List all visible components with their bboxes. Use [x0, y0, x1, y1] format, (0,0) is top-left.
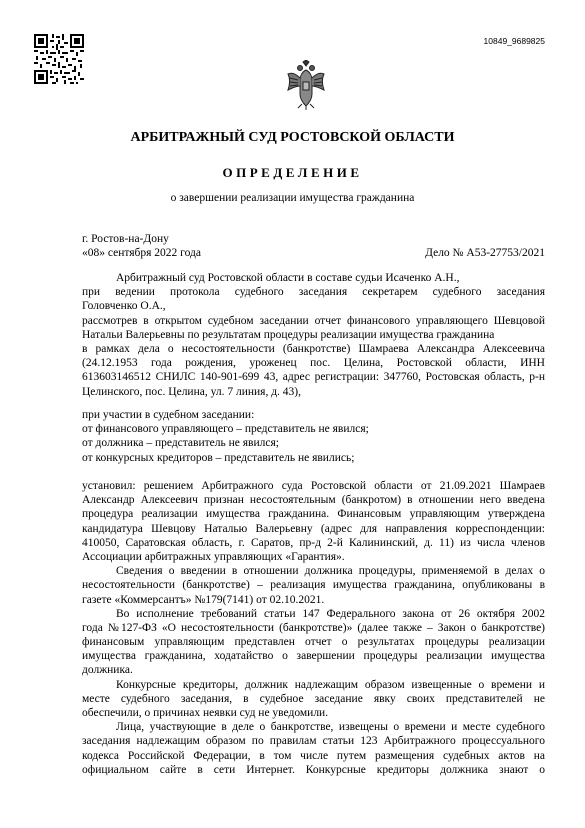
text-line: от должника – представитель не явился; [82, 437, 279, 450]
text-line: имущества гражданина, ходатайство о завершении процедуры реализации имущества [82, 650, 545, 663]
text-line: обеспечили, о причинах неявки суд не уведомили. [82, 707, 329, 719]
text-line: установил: решением Арбитражного суда Ростовской области от 21.09.2021 Шамраев [82, 480, 545, 492]
text-line: 613603146512 СНИЛС 140-901-699 43, адрес регистрации: 347760, Ростовская область, р-н [82, 371, 545, 384]
text-line: заседания надлежащим образом по правилам статьи 123 Арбитражного процессуального [82, 735, 545, 748]
date-case-row [82, 246, 545, 260]
qr-code-icon [34, 34, 84, 84]
text-line: должника. [82, 664, 133, 677]
text-line: Целинского, пос. Целина, ул. 7 линия, д. 43), [82, 385, 302, 398]
text-line: несостоятельности (банкротстве) – реализация имущества гражданина, опубликованы в [82, 579, 545, 592]
text-line: Арбитражный суд Ростовской области в составе судьи Исаченко А.Н., [116, 272, 460, 284]
text-line: Ассоциации арбитражных управляющих «Гарантия». [82, 550, 345, 563]
coat-of-arms-icon [286, 60, 326, 110]
participation-block [82, 408, 545, 465]
text-line: года №127-ФЗ «О несостоятельности (банкротстве)» (далее также – Закон о банкротстве) [82, 621, 545, 634]
text-line: Во исполнение требований статьи 147 Федерального закона от 26 октября 2002 [116, 607, 545, 620]
text-line: Головченко О.А., [82, 300, 166, 313]
text-line: финансовым управляющим представлен отчет о результатах процедуры реализации [82, 636, 545, 649]
text-line: при ведении протокола судебного заседания секретарем судебного заседания [82, 286, 545, 299]
text-line: в рамках дела о несостоятельности (банкротстве) Шамраева Александра Алексеевича [82, 342, 545, 355]
city: г. Ростов-на-Дону [82, 233, 169, 245]
court-name: АРБИТРАЖНЫЙ СУД РОСТОВСКОЙ ОБЛАСТИ [130, 130, 455, 145]
text-line: от конкурсных кредиторов – представитель не явились; [82, 451, 355, 464]
text-line: официальном сайте в сети Интернет. Конкурсные кредиторы должника знают о [82, 763, 545, 776]
document-subtitle: о завершении реализации имущества гражданина [170, 192, 415, 204]
text-line: Сведения о введении в отношении должника процедуры, применяемой в делах о [116, 565, 545, 578]
text-line: (24.12.1953 года рождения, уроженец пос. Целина, Ростовской области, ИНН [82, 357, 545, 370]
document-id: 10849_9689825 [483, 36, 545, 46]
text-line: Александр Алексеевич признан несостоятельным (банкротом) в отношении него введена [82, 494, 545, 507]
text-line: Натальи Валерьевны по результатам процедуры реализации имущества гражданина [82, 328, 495, 341]
case-meta [82, 232, 545, 260]
text-line: Конкурсные кредиторы, должник надлежащим образом извещенные о времени и [116, 678, 545, 691]
text-line: месте судебного заседания, в судебное заседание явку своих представителей не [82, 692, 545, 705]
text-line: газете «Коммерсантъ» №179(7141) от 02.10.2021. [82, 593, 325, 606]
text-line: Лица, участвующие в деле о банкротстве, извещены о времени и месте судебного [116, 721, 545, 734]
decision-date: «08» сентября 2022 года [82, 247, 201, 260]
text-line: процедура реализации имущества гражданина. Финансовым управляющим утверждена [82, 508, 545, 521]
text-line: рассмотрев в открытом судебном заседании отчет финансового управляющего Шевцовой [82, 314, 545, 327]
text-line: от финансового управляющего – представитель не явился; [82, 423, 369, 436]
case-number: Дело № А53-27753/2021 [425, 247, 545, 260]
document-title: ОПРЕДЕЛЕНИЕ [222, 165, 363, 180]
intro-paragraph [82, 271, 545, 399]
text-line: 410050, Саратовская область, г. Саратов, пр-д 2-й Калининский, д. 11) из числа членов [82, 536, 545, 549]
body-paragraphs [82, 479, 545, 777]
text-line: кодекса Российской Федерации, в том числе путем размещения судебных актов на [82, 749, 545, 762]
text-line: кандидатура Шевцову Наталью Валерьевну (адрес для направления корреспонденции: [82, 522, 545, 535]
text-line: при участии в судебном заседании: [82, 409, 255, 421]
